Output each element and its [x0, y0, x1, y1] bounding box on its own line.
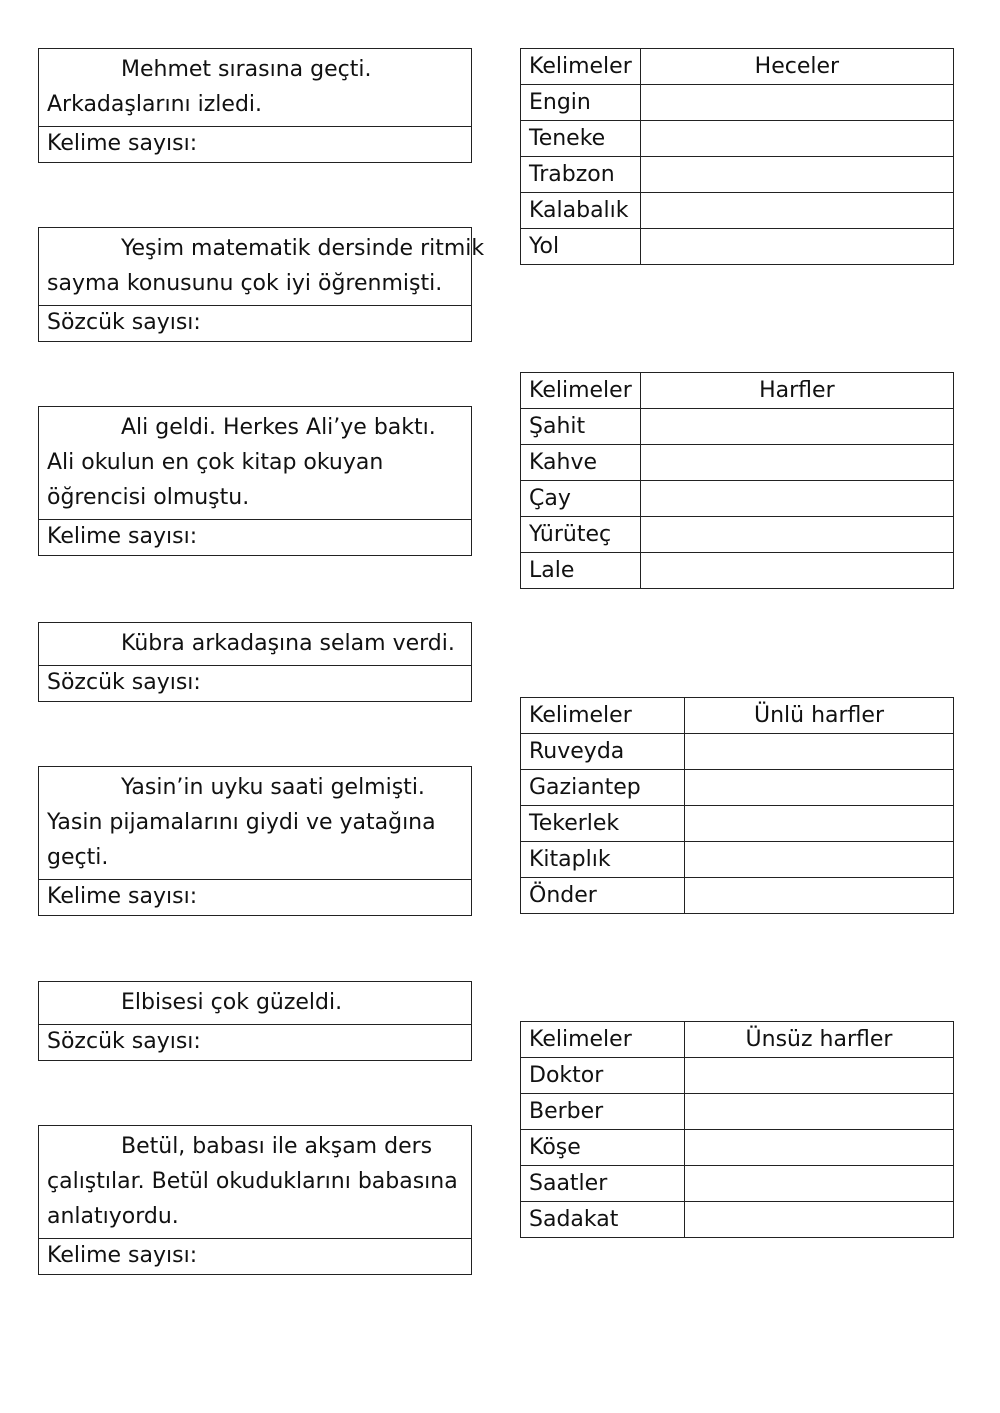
table-row	[521, 770, 954, 806]
sentence-line: geçti.	[47, 845, 109, 870]
word-cell: Doktor	[521, 1058, 685, 1094]
answer-cell[interactable]	[640, 409, 953, 445]
answer-cell[interactable]	[640, 229, 953, 265]
answer-cell[interactable]	[640, 553, 953, 589]
column-header-consonants: Ünsüz harfler	[685, 1022, 954, 1058]
answer-cell[interactable]	[640, 157, 953, 193]
sentence-text	[39, 767, 471, 880]
sentence-text	[39, 982, 471, 1025]
word-cell: Tekerlek	[521, 806, 685, 842]
sentence-line: Yeşim matematik dersinde ritmik	[121, 236, 485, 261]
table-header-row	[521, 1022, 954, 1058]
table-row	[521, 1130, 954, 1166]
sentence-box-2	[38, 227, 485, 342]
table-row	[521, 734, 954, 770]
column-header-words: Kelimeler	[521, 49, 641, 85]
sentence-text	[39, 407, 471, 520]
word-cell: Teneke	[521, 121, 641, 157]
consonants-table	[520, 1021, 954, 1238]
sentence-line: Ali geldi. Herkes Ali’ye baktı.	[121, 415, 436, 440]
table-header-row	[521, 698, 954, 734]
vowels-table	[520, 697, 954, 914]
word-count-field[interactable]: Sözcük sayısı:	[47, 670, 201, 695]
word-cell: Önder	[521, 878, 685, 914]
sentence-line: Yasin pijamalarını giydi ve yatağına	[47, 810, 436, 835]
column-header-syllables: Heceler	[640, 49, 953, 85]
table-row	[521, 481, 954, 517]
word-cell: Yürüteç	[521, 517, 641, 553]
sentence-text	[39, 49, 471, 127]
word-cell: Trabzon	[521, 157, 641, 193]
word-cell: Kahve	[521, 445, 641, 481]
sentence-box-3	[38, 406, 472, 556]
word-cell: Saatler	[521, 1166, 685, 1202]
sentence-box-5	[38, 766, 472, 916]
table-row	[521, 1058, 954, 1094]
answer-cell[interactable]	[685, 1094, 954, 1130]
column-header-words: Kelimeler	[521, 1022, 685, 1058]
word-cell: Kitaplık	[521, 842, 685, 878]
table-row	[521, 445, 954, 481]
table-row	[521, 517, 954, 553]
sentence-line: Yasin’in uyku saati gelmişti.	[121, 775, 425, 800]
answer-cell[interactable]	[685, 734, 954, 770]
answer-cell[interactable]	[640, 193, 953, 229]
table-header-row	[521, 49, 954, 85]
table-row	[521, 806, 954, 842]
word-cell: Kalabalık	[521, 193, 641, 229]
table-row	[521, 409, 954, 445]
sentence-line: Mehmet sırasına geçti.	[121, 57, 372, 82]
table-header-row	[521, 373, 954, 409]
word-cell: Şahit	[521, 409, 641, 445]
word-cell: Sadakat	[521, 1202, 685, 1238]
sentence-box-1	[38, 48, 472, 163]
word-count-field[interactable]: Sözcük sayısı:	[47, 1029, 201, 1054]
answer-cell[interactable]	[640, 481, 953, 517]
table-row	[521, 1202, 954, 1238]
table-row	[521, 842, 954, 878]
sentence-line: Arkadaşlarını izledi.	[47, 92, 263, 117]
sentence-line: öğrencisi olmuştu.	[47, 485, 250, 510]
table-row	[521, 193, 954, 229]
table-row	[521, 229, 954, 265]
table-row	[521, 1166, 954, 1202]
word-cell: Gaziantep	[521, 770, 685, 806]
answer-cell[interactable]	[640, 85, 953, 121]
word-cell: Berber	[521, 1094, 685, 1130]
table-row	[521, 553, 954, 589]
table-row	[521, 1094, 954, 1130]
column-header-words: Kelimeler	[521, 698, 685, 734]
word-count-field[interactable]: Kelime sayısı:	[47, 884, 198, 909]
sentence-line: Kübra arkadaşına selam verdi.	[121, 631, 455, 656]
answer-cell[interactable]	[685, 1058, 954, 1094]
sentence-line: sayma konusunu çok iyi öğrenmişti.	[47, 271, 443, 296]
word-cell: Çay	[521, 481, 641, 517]
answer-cell[interactable]	[640, 517, 953, 553]
answer-cell[interactable]	[640, 121, 953, 157]
answer-cell[interactable]	[685, 1166, 954, 1202]
word-cell: Engin	[521, 85, 641, 121]
column-header-letters: Harfler	[640, 373, 953, 409]
answer-cell[interactable]	[685, 842, 954, 878]
word-cell: Yol	[521, 229, 641, 265]
answer-cell[interactable]	[685, 806, 954, 842]
syllables-table	[520, 48, 954, 265]
sentence-box-4	[38, 622, 472, 702]
word-cell: Lale	[521, 553, 641, 589]
table-row	[521, 157, 954, 193]
sentence-line: çalıştılar. Betül okuduklarını babasına	[47, 1169, 458, 1194]
word-count-field[interactable]: Kelime sayısı:	[47, 1243, 198, 1268]
sentence-line: Betül, babası ile akşam ders	[121, 1134, 433, 1159]
letters-table	[520, 372, 954, 589]
table-row	[521, 85, 954, 121]
sentence-line: Ali okulun en çok kitap okuyan	[47, 450, 384, 475]
answer-cell[interactable]	[685, 770, 954, 806]
word-cell: Köşe	[521, 1130, 685, 1166]
table-row	[521, 878, 954, 914]
word-count-field[interactable]: Kelime sayısı:	[47, 524, 198, 549]
answer-cell[interactable]	[685, 1202, 954, 1238]
column-header-vowels: Ünlü harfler	[685, 698, 954, 734]
word-count-field[interactable]: Kelime sayısı:	[47, 131, 198, 156]
sentence-text	[39, 228, 485, 306]
sentence-box-7	[38, 1125, 472, 1275]
table-row	[521, 121, 954, 157]
sentence-text	[39, 1126, 471, 1239]
sentence-line: Elbisesi çok güzeldi.	[121, 990, 343, 1015]
sentence-text	[39, 623, 471, 666]
word-cell: Ruveyda	[521, 734, 685, 770]
sentence-line: anlatıyordu.	[47, 1204, 179, 1229]
answer-cell[interactable]	[640, 445, 953, 481]
sentence-box-6	[38, 981, 472, 1061]
word-count-field[interactable]: Sözcük sayısı:	[47, 310, 201, 335]
answer-cell[interactable]	[685, 1130, 954, 1166]
column-header-words: Kelimeler	[521, 373, 641, 409]
answer-cell[interactable]	[685, 878, 954, 914]
